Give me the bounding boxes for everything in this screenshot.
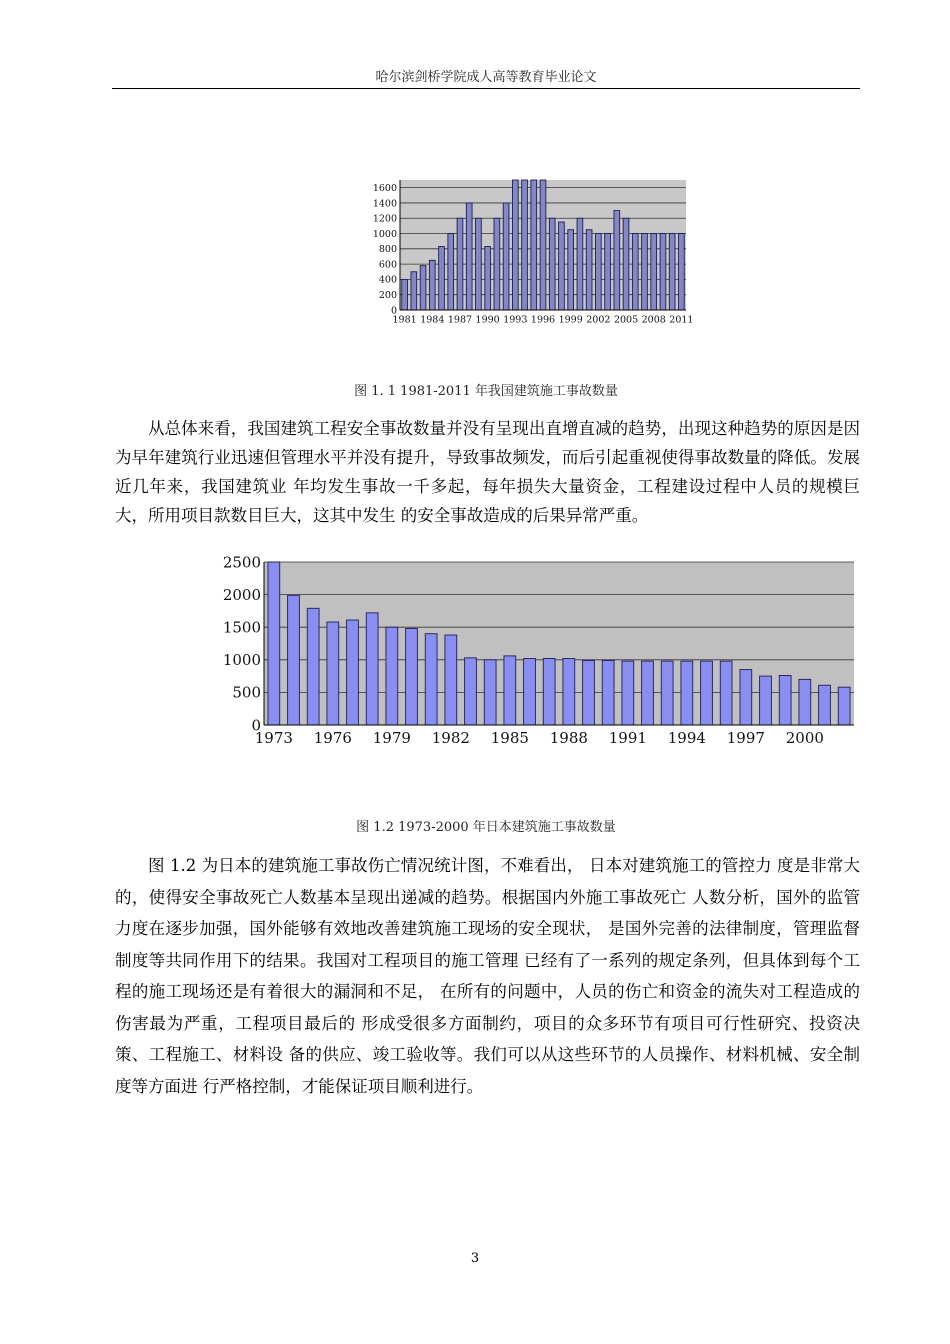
- body-paragraph-1: 从总体来看，我国建筑工程安全事故数量并没有呈现出直增直减的趋势，出现这种趋势的原因是因为早年建筑行业迅速但管理水平并没有提升，导致事故频发，而后引起重视使得事故数量的降低。发展近几年来，我国建筑业 年均发生事故一千多起，每年损失大量资金，工程建设过程中人员的规模巨大，所用项目款数目巨大，这其中发生 的安全事故造成的后果异常严重。: [115, 419, 860, 525]
- x-tick-label: 1981: [392, 314, 417, 326]
- bar: [622, 661, 634, 725]
- bar: [420, 266, 426, 310]
- x-tick-label: 1979: [372, 729, 411, 747]
- y-tick-label: 1000: [372, 228, 397, 240]
- bar: [327, 622, 339, 725]
- bar: [484, 660, 496, 725]
- figure2-caption: 图 1.2 1973-2000 年日本建筑施工事故数量: [356, 820, 616, 835]
- y-tick-label: 600: [378, 259, 397, 271]
- y-tick-label: 1000: [222, 651, 261, 670]
- bar: [411, 272, 417, 310]
- x-tick-label: 1991: [608, 729, 647, 747]
- bar: [425, 634, 437, 725]
- bar: [577, 218, 583, 310]
- bar: [642, 661, 654, 725]
- x-tick-label: 1985: [490, 729, 529, 747]
- bar: [543, 658, 555, 725]
- bar: [268, 562, 280, 725]
- x-tick-label: 1987: [447, 314, 473, 326]
- page-number: 3: [470, 1251, 480, 1266]
- x-tick-label: 2008: [641, 314, 666, 326]
- bar: [563, 658, 575, 725]
- body-paragraph-2: 图 1.2 为日本的建筑施工事故伤亡情况统计图，不难看出， 日本对建筑施工的管控力 度是非常大的，使得安全事故死亡人数基本呈现出递减的趋势。根据国内外施工事故死亡 人数分析，国外的监管力度在逐步加强，国外能够有效地改善建筑施工现场的安全现状， 是国外完善的法律制度，管理监督制度等共同作用下的结果。我国对工程项目的施工管理 已经有了一系列的规定条列，但具体到每个工程的施工现场还是有着很大的漏洞和不足， 在所有的问题中，人员的伤亡和资金的流失对工程造成的伤害最为严重，工程项目最后的 形成受很多方面制约，项目的众多环节有项目可行性研究、投资决策、工程施工、材料设 备的供应、竣工验收等。我们可以从这些环节的人员操作、材料机械、安全制度等方面进 行严格控制，才能保证项目顺利进行。: [115, 856, 860, 1096]
- x-tick-label: 1997: [726, 729, 765, 747]
- header-rule: [112, 88, 860, 89]
- bar: [760, 676, 772, 725]
- bar: [623, 218, 629, 310]
- chart-china-accidents: [360, 176, 700, 334]
- bar: [448, 234, 454, 310]
- x-tick-label: 1996: [530, 314, 556, 326]
- bar: [559, 222, 565, 310]
- bar: [522, 180, 528, 310]
- bar: [476, 218, 482, 310]
- bar: [740, 670, 752, 725]
- bar: [366, 613, 378, 725]
- bar: [402, 279, 408, 310]
- x-tick-label: 1982: [431, 729, 470, 747]
- bar: [485, 247, 491, 310]
- x-tick-label: 1973: [254, 729, 293, 747]
- y-tick-label: 1600: [372, 182, 397, 194]
- bar: [701, 661, 713, 725]
- bar: [779, 675, 791, 725]
- bar: [586, 230, 592, 310]
- y-tick-label: 0: [251, 716, 261, 735]
- bar: [503, 203, 509, 310]
- bar: [838, 687, 850, 725]
- bar: [632, 234, 638, 310]
- bar: [466, 203, 472, 310]
- bar: [439, 247, 445, 310]
- bar: [583, 660, 595, 725]
- bar: [504, 656, 516, 725]
- chart-japan-accidents: [222, 553, 858, 752]
- x-tick-label: 1990: [475, 314, 500, 326]
- x-tick-label: 1984: [420, 314, 445, 326]
- bar: [307, 608, 319, 725]
- x-tick-label: 1988: [549, 729, 588, 747]
- bar: [660, 234, 666, 310]
- bar: [494, 218, 500, 310]
- bar: [614, 211, 620, 310]
- bar: [512, 180, 518, 310]
- bar: [720, 661, 732, 725]
- y-tick-label: 1400: [372, 198, 397, 210]
- y-tick-label: 400: [378, 274, 397, 286]
- bar: [540, 180, 546, 310]
- bar: [681, 661, 693, 725]
- x-tick-label: 2011: [669, 314, 694, 326]
- y-tick-label: 0: [390, 305, 397, 317]
- y-tick-label: 2000: [222, 585, 261, 604]
- bar: [288, 595, 300, 725]
- bar: [406, 629, 418, 725]
- running-header: 哈尔滨剑桥学院成人高等教育毕业论文: [375, 70, 597, 85]
- y-tick-label: 200: [378, 290, 397, 302]
- x-tick-label: 1976: [313, 729, 352, 747]
- bar: [445, 635, 457, 725]
- bar: [531, 180, 537, 310]
- y-tick-label: 800: [378, 244, 397, 256]
- bar: [679, 234, 685, 310]
- bar: [347, 620, 359, 725]
- bar: [661, 661, 673, 725]
- x-tick-label: 1994: [667, 729, 706, 747]
- bar: [595, 234, 601, 310]
- bar: [457, 218, 463, 310]
- bar: [605, 234, 611, 310]
- bar: [602, 660, 614, 725]
- bar: [568, 230, 574, 310]
- bar: [549, 218, 555, 310]
- x-tick-label: 1999: [558, 314, 583, 326]
- bar: [651, 234, 657, 310]
- figure1-caption: 图 1. 1 1981-2011 年我国建筑施工事故数量: [354, 384, 618, 399]
- bar: [642, 234, 648, 310]
- y-tick-label: 500: [232, 683, 261, 702]
- y-tick-label: 1200: [372, 213, 397, 225]
- bar: [465, 658, 477, 725]
- bar: [669, 234, 675, 310]
- y-tick-label: 2500: [222, 553, 261, 572]
- x-tick-label: 2002: [586, 314, 611, 326]
- bar: [429, 260, 435, 310]
- bar: [524, 658, 536, 725]
- bar: [386, 627, 398, 725]
- x-tick-label: 2005: [613, 314, 639, 326]
- x-tick-label: 1993: [503, 314, 528, 326]
- x-tick-label: 2000: [785, 729, 824, 747]
- bar: [799, 679, 811, 725]
- y-tick-label: 1500: [222, 618, 261, 637]
- bar: [819, 685, 831, 725]
